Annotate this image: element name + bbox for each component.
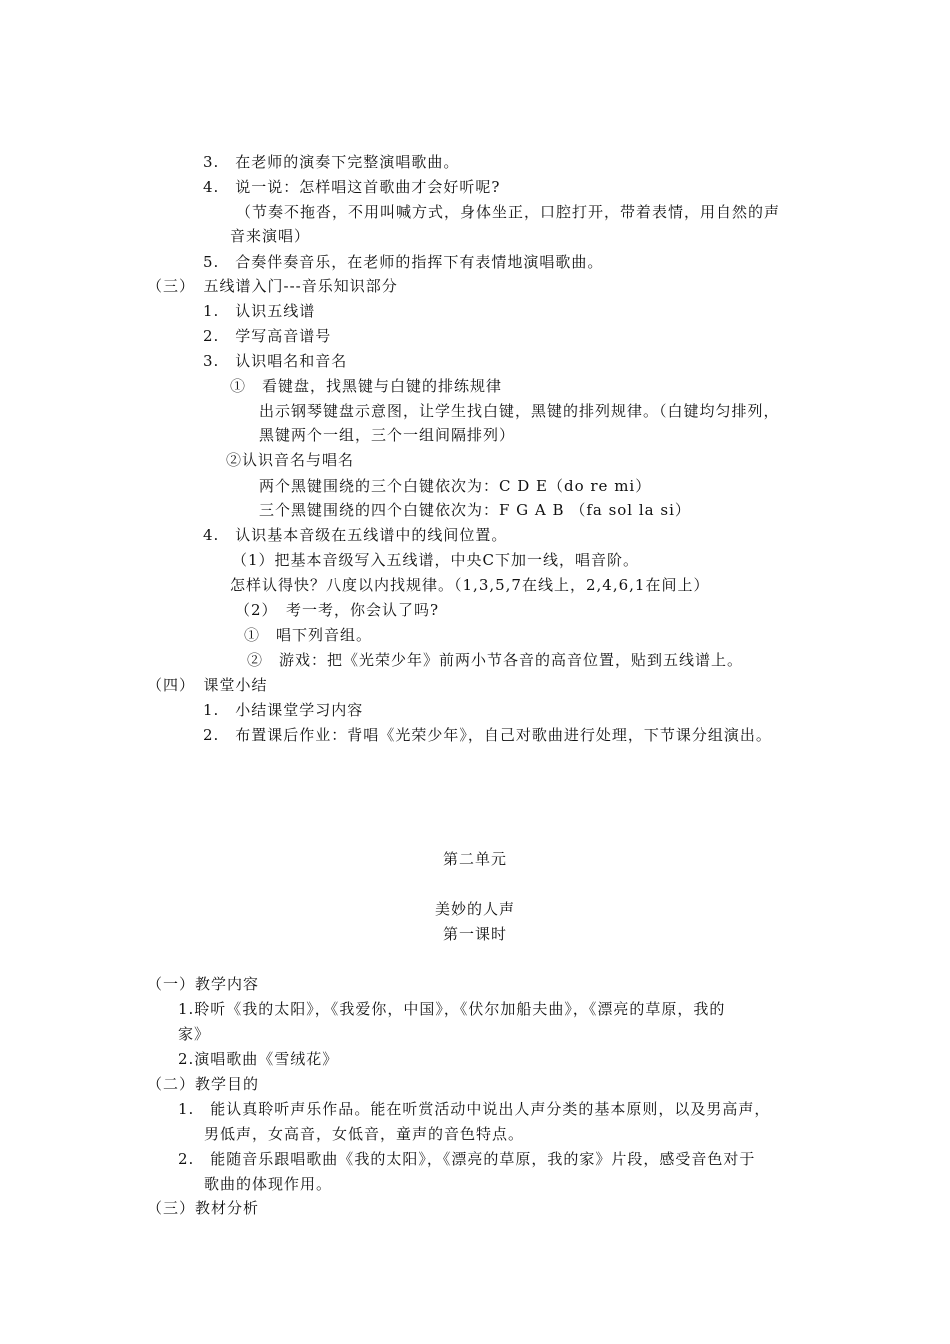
- section-heading: （一）教学内容: [147, 975, 260, 993]
- text-line: 2. 布置课后作业：背唱《光荣少年》，自己对歌曲进行处理，下节课分组演出。: [203, 726, 772, 744]
- lesson-period: 第一课时: [442, 925, 507, 943]
- text-line: 4. 认识基本音级在五线谱中的线间位置。: [203, 526, 508, 544]
- unit-title: 第二单元: [442, 850, 507, 868]
- text-line: ②认识音名与唱名: [226, 451, 355, 469]
- text-line: 4. 说一说：怎样唱这首歌曲才会好听呢?: [203, 178, 501, 196]
- text-line: 2. 学写高音谱号: [203, 327, 332, 345]
- section-heading: （四） 课堂小结: [147, 676, 268, 694]
- text-line: 3. 在老师的演奏下完整演唱歌曲。: [203, 153, 460, 171]
- text-line: 2.演唱歌曲《雪绒花》: [178, 1050, 339, 1068]
- section-heading: （三） 五线谱入门---音乐知识部分: [147, 277, 398, 295]
- text-line: 出示钢琴键盘示意图，让学生找白键，黑键的排列规律。（白键均匀排列，: [259, 402, 780, 420]
- text-line: （节奏不拖沓，不用叫喊方式，身体坐正，口腔打开，带着表情，用自然的声: [236, 203, 781, 221]
- text-line: 1.聆听《我的太阳》，《我爱你，中国》，《伏尔加船夫曲》，《漂亮的草原，我的: [178, 1000, 726, 1018]
- text-line: ② 游戏：把《光荣少年》前两小节各音的高音位置，贴到五线谱上。: [247, 651, 744, 669]
- text-line: ① 看键盘，找黑键与白键的排练规律: [230, 377, 503, 395]
- text-line: 1. 认识五线谱: [203, 302, 316, 320]
- text-line: （2） 考一考，你会认了吗?: [235, 601, 440, 619]
- text-line: 1. 小结课堂学习内容: [203, 701, 364, 719]
- text-line: 三个黑键围绕的四个白键依次为：F G A B （fa sol la si）: [259, 501, 691, 519]
- text-line: 家》: [178, 1025, 211, 1043]
- text-line: 3. 认识唱名和音名: [203, 352, 348, 370]
- section-heading: （二）教学目的: [147, 1075, 260, 1093]
- text-line: 黑键两个一组，三个一组间隔排列）: [259, 426, 516, 444]
- text-line: 音来演唱）: [230, 227, 311, 245]
- text-line: 歌曲的体现作用。: [204, 1175, 333, 1193]
- text-line: （1）把基本音级写入五线谱，中央C下加一线，唱音阶。: [232, 551, 640, 569]
- text-line: 男低声，女高音，女低音，童声的音色特点。: [204, 1125, 525, 1143]
- text-line: 5. 合奏伴奏音乐，在老师的指挥下有表情地演唱歌曲。: [203, 253, 604, 271]
- text-line: 两个黑键围绕的三个白键依次为：C D E（do re mi）: [259, 477, 652, 495]
- text-line: ① 唱下列音组。: [244, 626, 373, 644]
- text-line: 2. 能随音乐跟唱歌曲《我的太阳》，《漂亮的草原，我的家》片段，感受音色对于: [178, 1150, 756, 1168]
- text-line: 1. 能认真聆听声乐作品。能在听赏活动中说出人声分类的基本原则，以及男高声，: [178, 1100, 771, 1118]
- section-heading: （三）教材分析: [147, 1199, 260, 1217]
- lesson-title: 美妙的人声: [434, 900, 515, 918]
- text-line: 怎样认得快？八度以内找规律。（1,3,5,7在线上，2,4,6,1在间上）: [230, 576, 710, 594]
